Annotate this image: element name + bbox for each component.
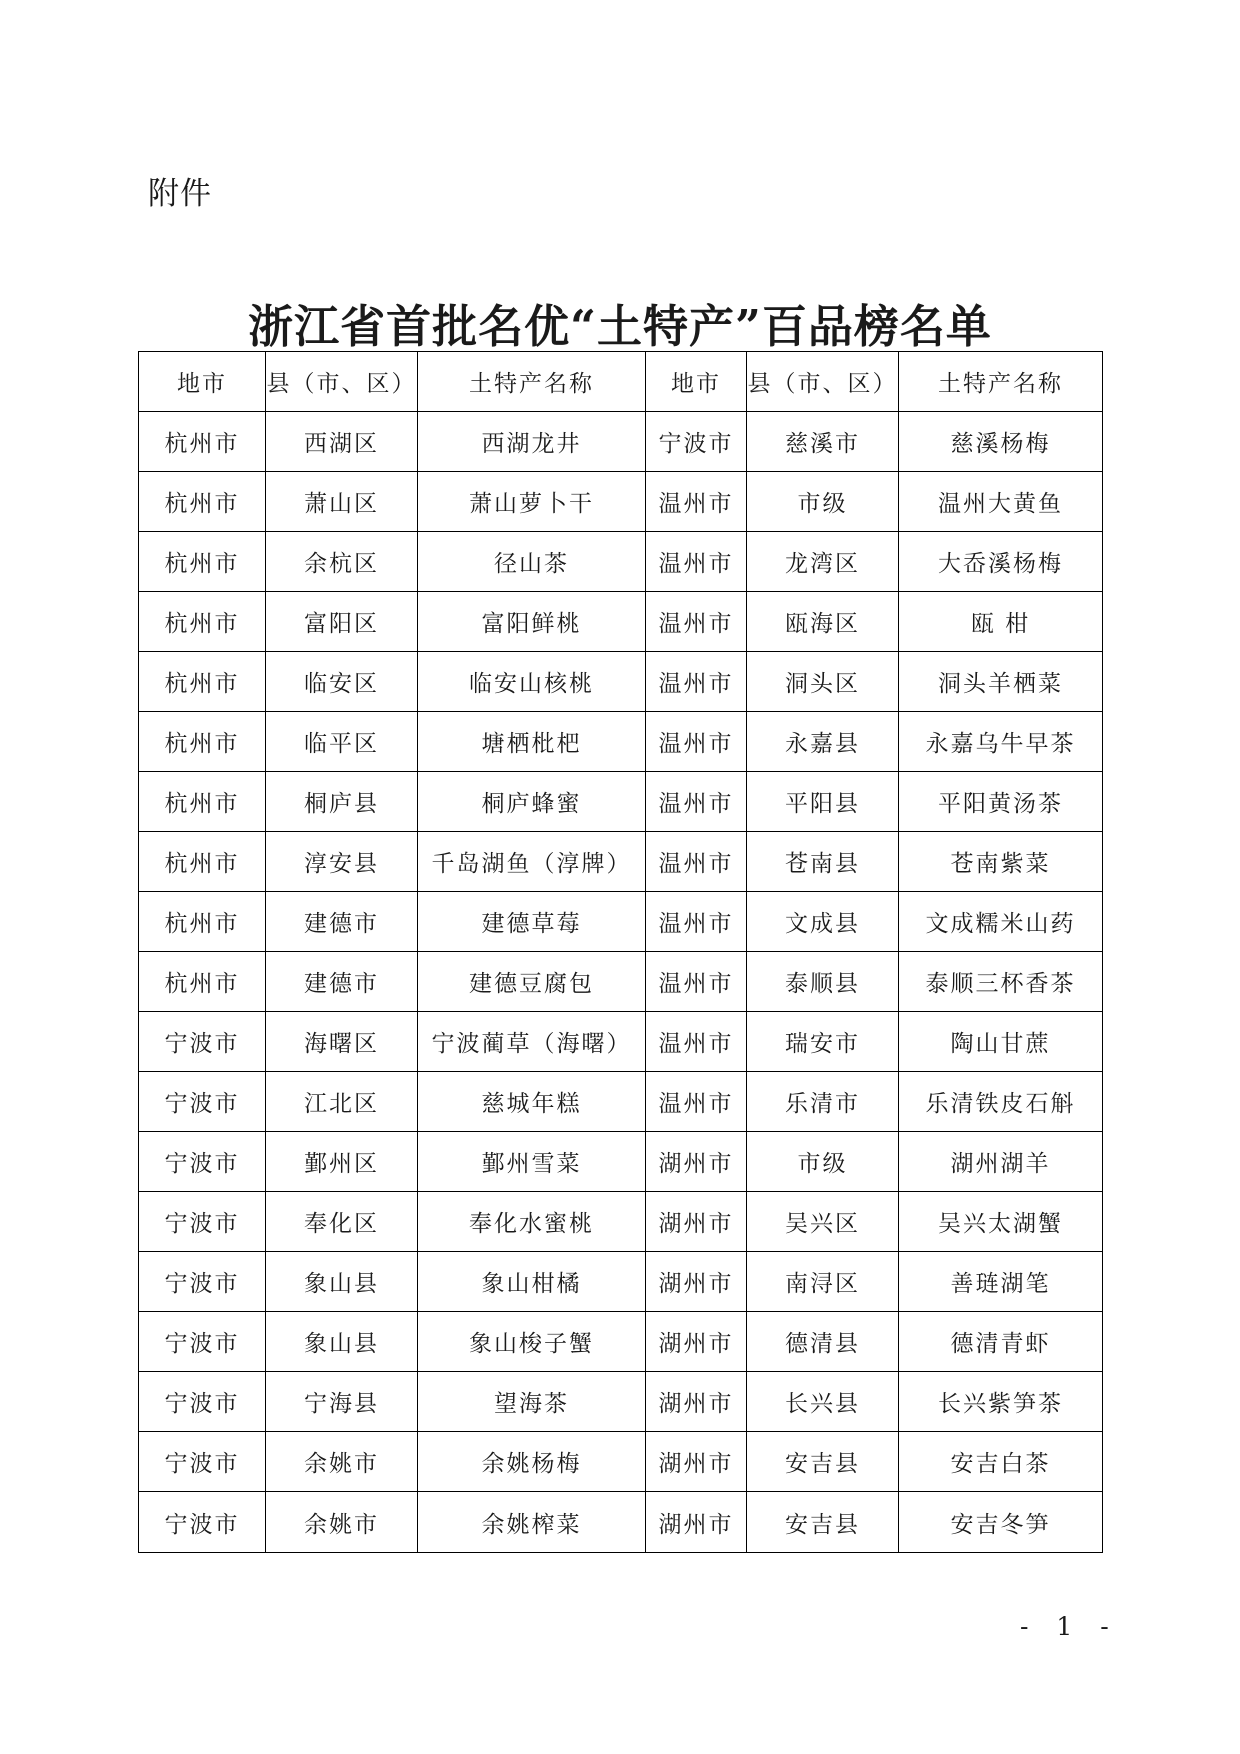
product-cell: 长兴紫笋茶 [899,1372,1103,1432]
header-city: 地市 [139,352,266,412]
product-cell: 塘栖枇杷 [418,712,646,772]
header-city: 地市 [646,352,747,412]
table-row [139,832,1103,892]
county-cell: 象山县 [266,1252,418,1312]
county-cell: 安吉县 [747,1492,899,1553]
city-cell: 湖州市 [646,1132,747,1192]
city-cell: 杭州市 [139,532,266,592]
city-cell: 杭州市 [139,472,266,532]
county-cell: 余姚市 [266,1492,418,1553]
county-cell: 永嘉县 [747,712,899,772]
product-cell: 西湖龙井 [418,412,646,472]
county-cell: 建德市 [266,952,418,1012]
table-row [139,1192,1103,1252]
city-cell: 温州市 [646,472,747,532]
table-row [139,1312,1103,1372]
product-cell: 宁波蔺草（海曙） [418,1012,646,1072]
county-cell: 鄞州区 [266,1132,418,1192]
table-row [139,532,1103,592]
product-cell: 大岙溪杨梅 [899,532,1103,592]
city-cell: 宁波市 [139,1252,266,1312]
product-cell: 象山柑橘 [418,1252,646,1312]
table-row [139,952,1103,1012]
product-cell: 余姚榨菜 [418,1492,646,1553]
product-cell: 建德豆腐包 [418,952,646,1012]
table-row [139,772,1103,832]
header-county: 县（市、区） [747,352,899,412]
city-cell: 温州市 [646,1072,747,1132]
city-cell: 杭州市 [139,772,266,832]
county-cell: 建德市 [266,892,418,952]
table-row [139,1432,1103,1492]
product-cell: 鄞州雪菜 [418,1132,646,1192]
city-cell: 宁波市 [139,1132,266,1192]
city-cell: 湖州市 [646,1192,747,1252]
attachment-label: 附件 [148,176,212,212]
city-cell: 温州市 [646,712,747,772]
county-cell: 瑞安市 [747,1012,899,1072]
header-product-name: 土特产名称 [418,352,646,412]
county-cell: 淳安县 [266,832,418,892]
county-cell: 余姚市 [266,1432,418,1492]
product-cell: 善琏湖笔 [899,1252,1103,1312]
city-cell: 湖州市 [646,1492,747,1553]
product-cell: 余姚杨梅 [418,1432,646,1492]
county-cell: 临平区 [266,712,418,772]
table-row [139,1132,1103,1192]
product-cell: 永嘉乌牛早茶 [899,712,1103,772]
city-cell: 宁波市 [646,412,747,472]
county-cell: 市级 [747,472,899,532]
table-row [139,1012,1103,1072]
product-cell: 湖州湖羊 [899,1132,1103,1192]
county-cell: 奉化区 [266,1192,418,1252]
city-cell: 宁波市 [139,1312,266,1372]
header-county: 县（市、区） [266,352,418,412]
county-cell: 临安区 [266,652,418,712]
table-row [139,1492,1103,1553]
product-cell: 慈溪杨梅 [899,412,1103,472]
county-cell: 海曙区 [266,1012,418,1072]
city-cell: 宁波市 [139,1192,266,1252]
city-cell: 宁波市 [139,1372,266,1432]
product-cell: 千岛湖鱼（淳牌） [418,832,646,892]
county-cell: 富阳区 [266,592,418,652]
table-row [139,1072,1103,1132]
product-cell: 泰顺三杯香茶 [899,952,1103,1012]
product-cell: 建德草莓 [418,892,646,952]
city-cell: 温州市 [646,832,747,892]
county-cell: 文成县 [747,892,899,952]
county-cell: 洞头区 [747,652,899,712]
table-row [139,412,1103,472]
city-cell: 宁波市 [139,1012,266,1072]
product-cell: 乐清铁皮石斛 [899,1072,1103,1132]
county-cell: 市级 [747,1132,899,1192]
county-cell: 萧山区 [266,472,418,532]
city-cell: 温州市 [646,892,747,952]
table-row [139,712,1103,772]
city-cell: 温州市 [646,1012,747,1072]
table-header-row [139,352,1103,412]
table-row [139,892,1103,952]
product-cell: 瓯 柑 [899,592,1103,652]
city-cell: 杭州市 [139,412,266,472]
product-cell: 德清青虾 [899,1312,1103,1372]
city-cell: 温州市 [646,532,747,592]
product-cell: 安吉白茶 [899,1432,1103,1492]
county-cell: 桐庐县 [266,772,418,832]
city-cell: 湖州市 [646,1252,747,1312]
product-cell: 吴兴太湖蟹 [899,1192,1103,1252]
city-cell: 杭州市 [139,892,266,952]
city-cell: 温州市 [646,772,747,832]
county-cell: 安吉县 [747,1432,899,1492]
product-cell: 径山茶 [418,532,646,592]
product-cell: 温州大黄鱼 [899,472,1103,532]
product-cell: 萧山萝卜干 [418,472,646,532]
product-cell: 文成糯米山药 [899,892,1103,952]
county-cell: 吴兴区 [747,1192,899,1252]
county-cell: 余杭区 [266,532,418,592]
city-cell: 温州市 [646,592,747,652]
product-cell: 富阳鲜桃 [418,592,646,652]
county-cell: 西湖区 [266,412,418,472]
county-cell: 慈溪市 [747,412,899,472]
county-cell: 南浔区 [747,1252,899,1312]
city-cell: 宁波市 [139,1492,266,1553]
county-cell: 泰顺县 [747,952,899,1012]
city-cell: 温州市 [646,952,747,1012]
city-cell: 杭州市 [139,952,266,1012]
product-cell: 洞头羊栖菜 [899,652,1103,712]
county-cell: 龙湾区 [747,532,899,592]
county-cell: 苍南县 [747,832,899,892]
city-cell: 杭州市 [139,652,266,712]
document-title: 浙江省首批名优“土特产”百品榜名单 [248,300,992,353]
city-cell: 湖州市 [646,1312,747,1372]
city-cell: 温州市 [646,652,747,712]
product-cell: 象山梭子蟹 [418,1312,646,1372]
city-cell: 杭州市 [139,712,266,772]
table-row [139,1252,1103,1312]
county-cell: 长兴县 [747,1372,899,1432]
county-cell: 平阳县 [747,772,899,832]
table-row [139,1372,1103,1432]
county-cell: 乐清市 [747,1072,899,1132]
city-cell: 宁波市 [139,1072,266,1132]
product-cell: 慈城年糕 [418,1072,646,1132]
table-row [139,652,1103,712]
product-list-table [138,351,1103,1553]
table-row [139,592,1103,652]
product-cell: 奉化水蜜桃 [418,1192,646,1252]
county-cell: 宁海县 [266,1372,418,1432]
product-cell: 平阳黄汤茶 [899,772,1103,832]
city-cell: 宁波市 [139,1432,266,1492]
page-number: - 1 - [1020,1612,1119,1641]
city-cell: 杭州市 [139,592,266,652]
product-cell: 桐庐蜂蜜 [418,772,646,832]
header-product-name: 土特产名称 [899,352,1103,412]
county-cell: 瓯海区 [747,592,899,652]
city-cell: 杭州市 [139,832,266,892]
product-cell: 望海茶 [418,1372,646,1432]
table-row [139,472,1103,532]
product-cell: 安吉冬笋 [899,1492,1103,1553]
county-cell: 江北区 [266,1072,418,1132]
product-cell: 陶山甘蔗 [899,1012,1103,1072]
county-cell: 象山县 [266,1312,418,1372]
county-cell: 德清县 [747,1312,899,1372]
city-cell: 湖州市 [646,1432,747,1492]
product-cell: 苍南紫菜 [899,832,1103,892]
product-cell: 临安山核桃 [418,652,646,712]
city-cell: 湖州市 [646,1372,747,1432]
